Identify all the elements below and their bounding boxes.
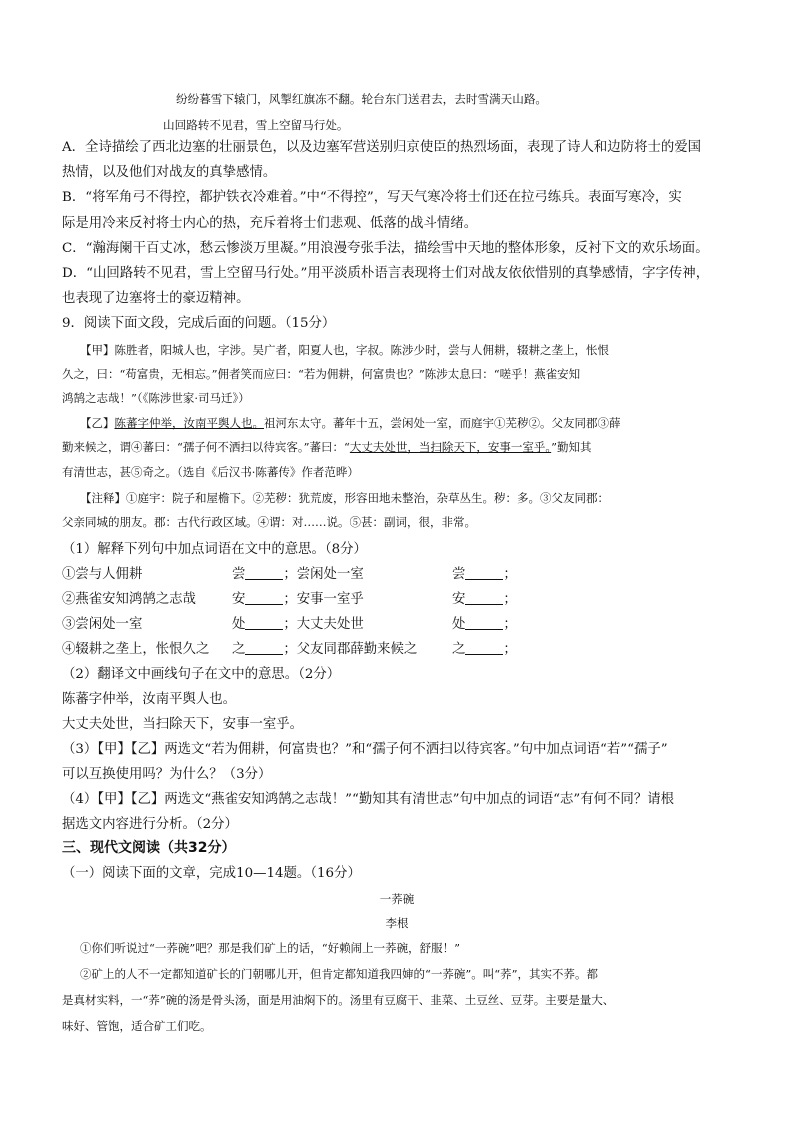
fill-row-4-end <box>452 640 517 659</box>
article-paragraph-2-line-2: 是真材实料，一“荞”碗的汤是骨头汤，面是用油焖下的。汤里有豆腐干、韭菜、土豆丝、豆芽。主要是量大、 <box>62 993 615 1007</box>
article-author: 李根 <box>385 916 409 930</box>
sub-question-4-line-1: （4）【甲】【乙】两选文“燕雀安知鸿鹄之志哉！”“勤知其有清世志”句中加点的词语“志”有何不同？请根 <box>62 792 674 807</box>
translate-sentence-1: 陈蕃字仲举，汝南平舆人也。 <box>62 692 237 707</box>
passage-jia-line-2: 久之，曰：“苟富贵，无相忘。”佣者笑而应曰：“若为佣耕，何富贵也？”陈涉太息曰：“嗟乎！燕雀安知 <box>62 367 581 381</box>
second-phrase: ；安事一室乎 <box>283 592 364 607</box>
row-end: ； <box>503 567 517 582</box>
target-word: 之 <box>232 642 246 657</box>
poem-line-2: 山回路转不见君，雪上空留马行处。 <box>163 118 349 132</box>
option-d-line-1: D．“山回路转不见君，雪上空留马行处。”用平淡质朴语言表现将士们对战友依依惜别的真挚感情，字字传神， <box>62 266 710 281</box>
passage-yi-text: ”勤知其 <box>551 440 592 454</box>
option-b-line-1: B．“将军角弓不得控，都护铁衣冷难着。”中“不得控”，写天气寒冷将士们还在拉弓练兵。表面写寒冷，实 <box>62 190 682 205</box>
target-word: 安 <box>452 592 466 607</box>
fill-row-1-end <box>452 565 517 584</box>
passage-yi-label: 【乙】 <box>80 416 115 430</box>
passage-yi-line-1 <box>80 414 621 433</box>
question-9-title: 9．阅读下面文段，完成后面的问题。（15分） <box>62 316 336 331</box>
target-word: 尝 <box>232 567 246 582</box>
fill-row-4-mid <box>232 640 417 659</box>
fill-row-1-phrase: ①尝与人佣耕 <box>62 567 143 582</box>
article-paragraph-2-line-3: 味好、管饱，适合矿工们吃。 <box>62 1019 212 1033</box>
sub-question-2-title: （2）翻译文中画线句子在文中的意思。（2分） <box>62 667 341 682</box>
target-word: 处 <box>232 617 246 632</box>
fill-row-3-mid <box>232 615 364 634</box>
article-paragraph-2-line-1: ②矿上的人不一定都知道矿长的门朝哪儿开，但肯定都知道我四婶的“一荞碗”。叫“荞”，其实不荞。都 <box>80 967 599 981</box>
passage-yi-line-3: 有清世志，甚⑤奇之。（选自《后汉书·陈蕃传》作者范晔） <box>62 465 359 479</box>
fill-row-3-phrase: ③尝闲处一室 <box>62 617 143 632</box>
notes-line-2: 父亲同城的朋友。郡：古代行政区域。④谓：对……说。⑤甚：副词，很，非常。 <box>62 515 476 529</box>
target-word: 之 <box>452 642 466 657</box>
section-3-heading: 三、现代文阅读（共32分） <box>62 840 236 856</box>
sub-question-4-line-2: 据选文内容进行分析。（2分） <box>62 817 238 832</box>
second-phrase: ；父友同郡薛勤来候之 <box>283 642 418 657</box>
option-b-line-2: 际是用冷来反衬将士内心的热，充斥着将士们悲观、低落的战斗情绪。 <box>62 216 478 231</box>
fill-row-2-end <box>452 590 517 609</box>
sub-question-3-line-1: （3）【甲】【乙】两选文“若为佣耕，何富贵也？”和“孺子何不洒扫以待宾客。”句中加点词语“若”“孺子” <box>62 742 668 757</box>
section-3-intro: （一）阅读下面的文章，完成10—14题。（16分） <box>62 866 361 881</box>
answer-blank[interactable] <box>465 566 503 580</box>
answer-blank[interactable] <box>465 641 503 655</box>
passage-jia-line-3: 鸿鹄之志哉！”（《陈涉世家·司马迁》） <box>62 391 250 405</box>
fill-row-4-phrase: ④辍耕之垄上，怅恨久之 <box>62 642 210 657</box>
option-c-line-1: C．“瀚海阑干百丈冰，愁云惨淡万里凝。”用浪漫夸张手法，描绘雪中天地的整体形象，反衬下文的欢乐场面。 <box>62 241 709 256</box>
row-end: ； <box>503 592 517 607</box>
answer-blank[interactable] <box>465 616 503 630</box>
fill-row-3-end <box>452 615 517 634</box>
passage-yi-line-2 <box>62 438 592 457</box>
answer-blank[interactable] <box>245 566 283 580</box>
fill-row-1-mid <box>232 565 364 584</box>
underlined-sentence-1: 陈蕃字仲举，汝南平舆人也。 <box>114 416 264 430</box>
target-word: 安 <box>232 592 246 607</box>
passage-yi-text: 祖河东太守。蕃年十五，尝闲处一室，而庭宇①芜秽②。父友同郡③薛 <box>264 416 621 430</box>
answer-blank[interactable] <box>465 591 503 605</box>
row-end: ； <box>503 617 517 632</box>
target-word: 处 <box>452 617 466 632</box>
answer-blank[interactable] <box>245 616 283 630</box>
option-d-line-2: 也表现了边塞将士的豪迈精神。 <box>62 291 250 306</box>
translate-sentence-2: 大丈夫处世，当扫除天下，安事一室乎。 <box>62 717 304 732</box>
sub-question-1-title: （1）解释下列句中加点词语在文中的意思。（8分） <box>62 542 367 557</box>
poem-line-1: 纷纷暮雪下辕门，风掣红旗冻不翻。轮台东门送君去，去时雪满天山路。 <box>176 92 548 106</box>
second-phrase: ；尝闲处一室 <box>283 567 364 582</box>
target-word: 尝 <box>452 567 466 582</box>
passage-yi-text: 勤来候之，谓④蕃曰：“孺子何不洒扫以待宾客。”蕃曰：“ <box>62 440 350 454</box>
article-title: 一荞碗 <box>379 892 415 906</box>
answer-blank[interactable] <box>245 641 283 655</box>
fill-row-2-phrase: ②燕雀安知鸿鹄之志哉 <box>62 592 196 607</box>
fill-row-2-mid <box>232 590 364 609</box>
option-a-line-2: 热情，以及他们对战友的真挚感情。 <box>62 165 277 180</box>
underlined-sentence-2: 大丈夫处世，当扫除天下，安事一室乎。 <box>349 440 552 454</box>
option-a-line-1: A．全诗描绘了西北边塞的壮丽景色，以及边塞军营送别归京使臣的热烈场面，表现了诗人和边防将士的爱国 <box>62 140 702 155</box>
notes-line-1: 【注释】①庭宇：院子和屋檐下。②芜秽：犹荒废，形容田地未整治，杂草丛生。秽：多。③父友同郡： <box>80 491 609 505</box>
answer-blank[interactable] <box>245 591 283 605</box>
row-end: ； <box>503 642 517 657</box>
article-paragraph-1: ①你们听说过“一荞碗”吧？那是我们矿上的话，“好赖闹上一荞碗，舒服！” <box>80 941 461 955</box>
second-phrase: ；大丈夫处世 <box>283 617 364 632</box>
sub-question-3-line-2: 可以互换使用吗？为什么？（3分） <box>62 767 272 782</box>
passage-jia-line-1: 【甲】陈胜者，阳城人也，字涉。吴广者，阳夏人也，字叔。陈涉少时，尝与人佣耕，辍耕之垄上，怅恨 <box>80 343 609 357</box>
